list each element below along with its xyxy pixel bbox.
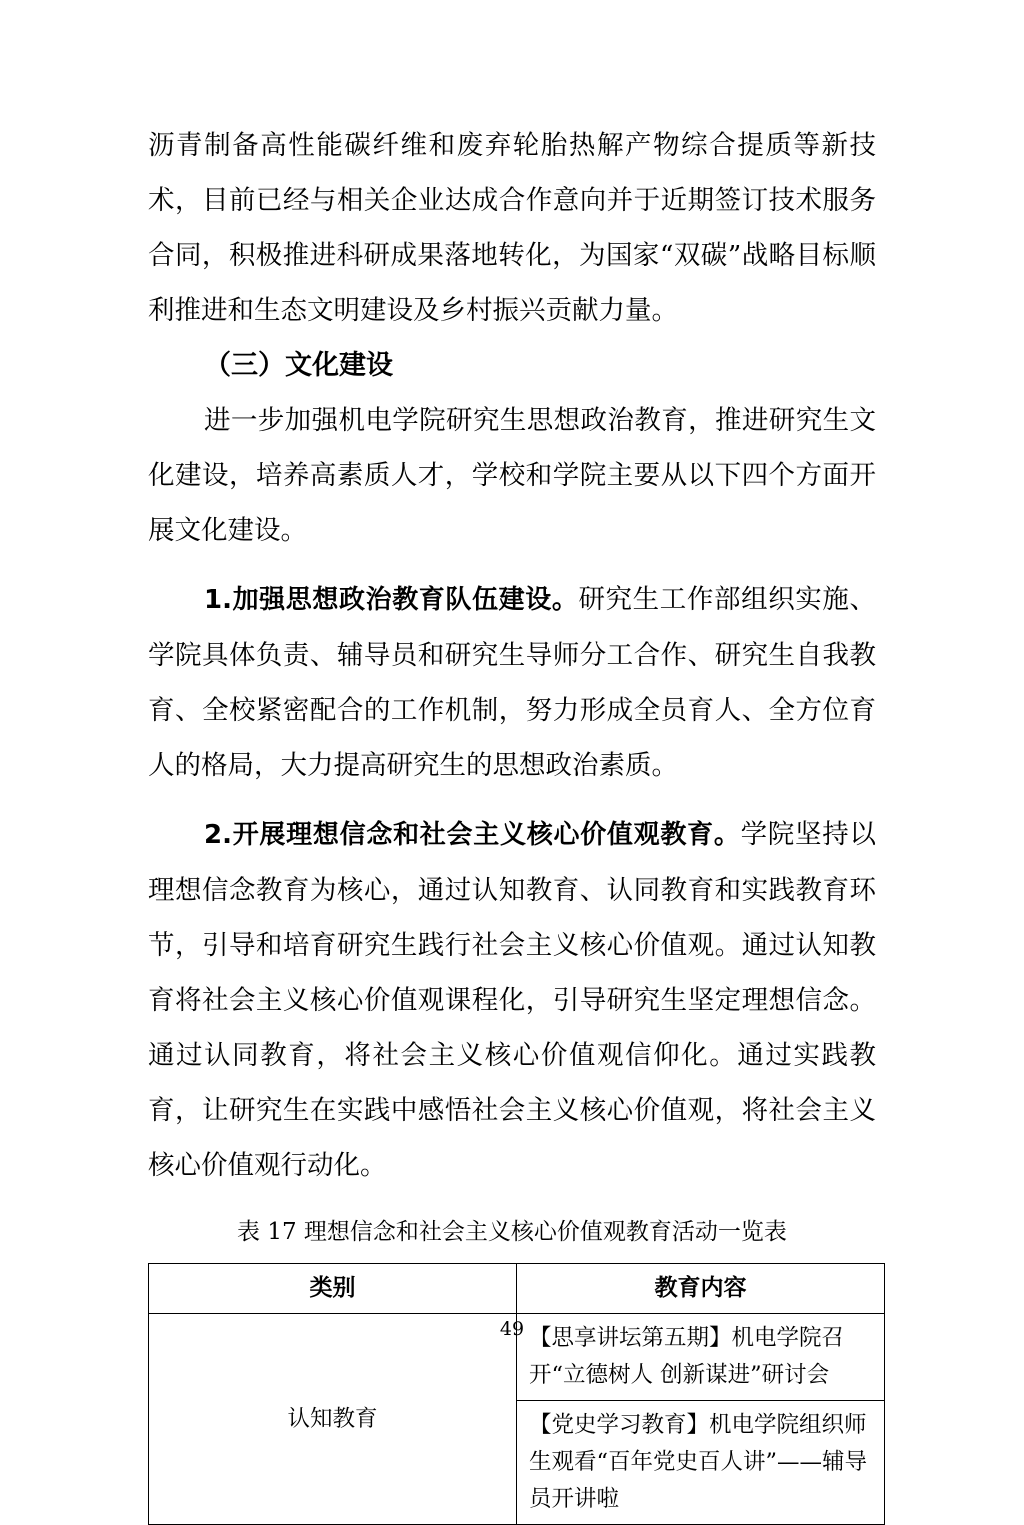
table-cell-content: 【党史学习教育】机电学院组织师生观看“百年党史百人讲”——辅导员开讲啦: [517, 1401, 885, 1525]
education-activities-table: [148, 1263, 885, 1525]
table-spacer: [148, 1193, 876, 1207]
numbered-item-2: [148, 807, 876, 1193]
table-header-row: [149, 1264, 885, 1314]
item-1-lead: 1.加强思想政治教育队伍建设。: [204, 585, 579, 615]
item-1-text: 研究生工作部组织实施、学院具体负责、辅导员和研究生导师分工合作、研究生自我教育、全校紧密配合的工作机制，努力形成全员育人、全方位育人的格局，大力提高研究生的思想政治素质。: [148, 584, 877, 781]
table-header-category: 类别: [149, 1264, 517, 1314]
paragraph-spacer: [148, 558, 876, 572]
table-header-content: 教育内容: [517, 1264, 885, 1314]
paragraph-spacer-2: [148, 793, 876, 807]
paragraph-continued: 沥青制备高性能碳纤维和废弃轮胎热解产物综合提质等新技术，目前已经与相关企业达成合作意向并于近期签订技术服务合同，积极推进科研成果落地转化，为国家“双碳”战略目标顺利推进和生态文明建设及乡村振兴贡献力量。: [148, 130, 876, 326]
table-caption: 表 17 理想信念和社会主义核心价值观教育活动一览表: [237, 1219, 787, 1245]
table-cell-content: 【思享讲坛第五期】机电学院召开“立德树人 创新谋进”研讨会: [517, 1314, 885, 1401]
page-number: 49: [499, 1318, 525, 1340]
intro-paragraph: 进一步加强机电学院研究生思想政治教育，推进研究生文化建设，培养高素质人才，学校和学院主要从以下四个方面开展文化建设。: [148, 405, 876, 546]
numbered-item-1: [148, 572, 876, 793]
document-body: [148, 118, 876, 1193]
item-2-text: 学院坚持以理想信念教育为核心，通过认知教育、认同教育和实践教育环节，引导和培育研究生践行社会主义核心价值观。通过认知教育将社会主义核心价值观课程化，引导研究生坚定理想信念。通过认同教育，将社会主义核心价值观信仰化。通过实践教育，让研究生在实践中感悟社会主义核心价值观，将社会主义核心价值观行动化。: [148, 819, 876, 1181]
table-cell-category: 认知教育: [149, 1314, 517, 1525]
section-heading: （三）文化建设: [204, 350, 393, 381]
item-2-lead: 2.开展理想信念和社会主义核心价值观教育。: [204, 820, 741, 850]
